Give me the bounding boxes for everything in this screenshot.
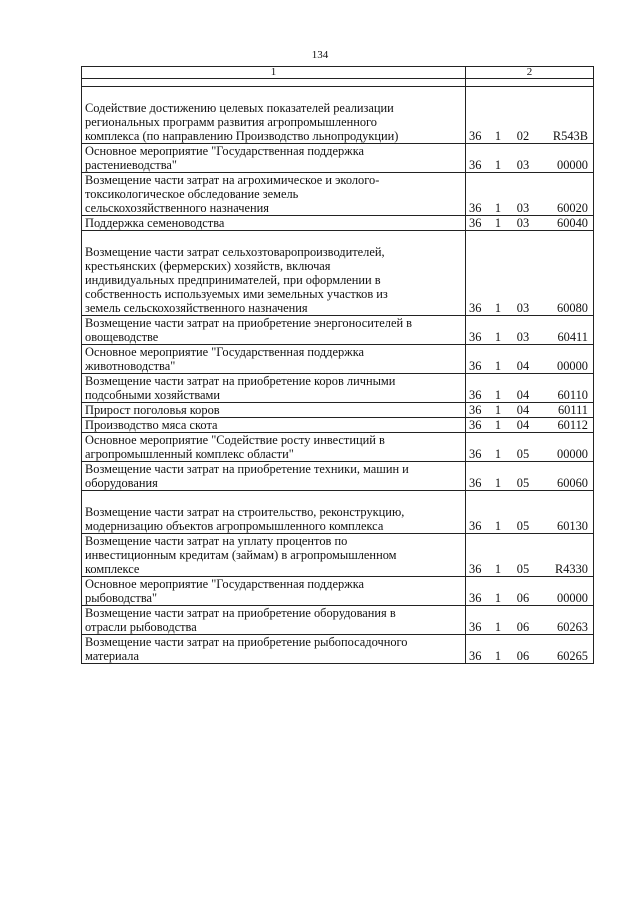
code-program: 36 — [469, 388, 482, 402]
code-measure: 03 — [516, 216, 530, 230]
code-direction: 60112 — [557, 418, 588, 432]
code-measure: 06 — [516, 649, 530, 663]
code-group — [469, 388, 590, 402]
code-direction: 60110 — [557, 388, 588, 402]
table-row — [82, 173, 594, 216]
row-code — [466, 231, 594, 316]
description-line: Основное мероприятие "Государственная поддержка — [85, 144, 365, 158]
row-description — [82, 403, 466, 418]
code-group — [469, 158, 590, 172]
column-header-1: 1 — [82, 67, 466, 79]
code-subprogram: 1 — [494, 301, 502, 315]
code-direction: 60411 — [557, 330, 588, 344]
table-header-row — [82, 67, 594, 79]
code-direction: 00000 — [557, 158, 588, 172]
code-direction: R543B — [552, 129, 588, 143]
code-program: 36 — [469, 519, 482, 533]
description-line: Возмещение части затрат на приобретение техники, машин и — [85, 462, 409, 476]
description-line: инвестиционным кредитам (займам) в агропромышленном — [85, 548, 397, 562]
code-subprogram: 1 — [494, 388, 502, 402]
row-code — [466, 345, 594, 374]
description-line — [85, 87, 462, 101]
description-line — [85, 491, 462, 505]
description-line: индивидуальных предпринимателей, при оформлении в — [85, 273, 381, 287]
row-description — [82, 606, 466, 635]
row-description — [82, 577, 466, 606]
code-direction: 60080 — [557, 301, 588, 315]
code-program: 36 — [469, 403, 482, 417]
row-description — [82, 418, 466, 433]
code-group — [469, 418, 590, 432]
code-subprogram: 1 — [494, 591, 502, 605]
table-row — [82, 87, 594, 144]
description-line: комплексе — [85, 562, 140, 576]
row-code — [466, 316, 594, 345]
code-direction: 60020 — [557, 201, 588, 215]
table-row — [82, 231, 594, 316]
row-description — [82, 345, 466, 374]
row-description — [82, 144, 466, 173]
table-row — [82, 491, 594, 534]
code-program: 36 — [469, 649, 482, 663]
code-subprogram: 1 — [494, 129, 502, 143]
code-measure: 02 — [516, 129, 530, 143]
code-program: 36 — [469, 301, 482, 315]
code-measure: 03 — [516, 158, 530, 172]
row-code — [466, 462, 594, 491]
row-description — [82, 231, 466, 316]
description-line: Возмещение части затрат на приобретение энергоносителей в — [85, 316, 413, 330]
code-group — [469, 447, 590, 461]
code-group — [469, 476, 590, 490]
code-program: 36 — [469, 476, 482, 490]
code-measure: 06 — [516, 620, 530, 634]
description-line: региональных программ развития агропромышленного — [85, 115, 377, 129]
code-subprogram: 1 — [494, 620, 502, 634]
code-measure: 05 — [516, 519, 530, 533]
code-group — [469, 201, 590, 215]
description-line: сельскохозяйственного назначения — [85, 201, 269, 215]
code-direction: 60263 — [557, 620, 588, 634]
code-subprogram: 1 — [494, 649, 502, 663]
code-program: 36 — [469, 359, 482, 373]
code-program: 36 — [469, 591, 482, 605]
code-group — [469, 562, 590, 576]
code-program: 36 — [469, 201, 482, 215]
table-row — [82, 577, 594, 606]
row-code — [466, 491, 594, 534]
description-line: Возмещение части затрат сельхозтоваропроизводителей, — [85, 245, 385, 259]
row-code — [466, 374, 594, 403]
row-description — [82, 216, 466, 231]
code-group — [469, 620, 590, 634]
code-subprogram: 1 — [494, 476, 502, 490]
code-measure: 05 — [516, 476, 530, 490]
description-line: земель сельскохозяйственного назначения — [85, 301, 308, 315]
code-subprogram: 1 — [494, 562, 502, 576]
table-row — [82, 144, 594, 173]
row-description — [82, 87, 466, 144]
description-line: комплекса (по направлению Производство льнопродукции) — [85, 129, 399, 143]
row-code — [466, 606, 594, 635]
row-description — [82, 491, 466, 534]
code-subprogram: 1 — [494, 418, 502, 432]
code-measure: 05 — [516, 562, 530, 576]
code-direction: 60265 — [557, 649, 588, 663]
description-line: Прирост поголовья коров — [85, 403, 220, 417]
code-program: 36 — [469, 620, 482, 634]
table-row — [82, 534, 594, 577]
description-line: Производство мяса скота — [85, 418, 218, 432]
code-subprogram: 1 — [494, 158, 502, 172]
row-code — [466, 173, 594, 216]
code-measure: 04 — [516, 388, 530, 402]
row-code — [466, 87, 594, 144]
code-measure: 04 — [516, 403, 530, 417]
code-direction: 00000 — [557, 447, 588, 461]
code-direction: 00000 — [557, 591, 588, 605]
description-line: Возмещение части затрат на приобретение оборудования в — [85, 606, 396, 620]
row-description — [82, 635, 466, 664]
row-code — [466, 534, 594, 577]
code-subprogram: 1 — [494, 447, 502, 461]
table-row — [82, 374, 594, 403]
description-line: Основное мероприятие "Государственная поддержка — [85, 577, 365, 591]
code-program: 36 — [469, 129, 482, 143]
code-group — [469, 330, 590, 344]
table-row — [82, 433, 594, 462]
row-code — [466, 577, 594, 606]
code-program: 36 — [469, 158, 482, 172]
code-group — [469, 591, 590, 605]
table-row — [82, 418, 594, 433]
description-line: Основное мероприятие "Содействие росту инвестиций в — [85, 433, 385, 447]
code-subprogram: 1 — [494, 359, 502, 373]
description-line: оборудования — [85, 476, 158, 490]
table-row — [82, 462, 594, 491]
code-group — [469, 301, 590, 315]
code-measure: 05 — [516, 447, 530, 461]
description-line: отрасли рыбоводства — [85, 620, 197, 634]
code-group — [469, 519, 590, 533]
code-direction: R4330 — [554, 562, 588, 576]
code-subprogram: 1 — [494, 519, 502, 533]
row-code — [466, 144, 594, 173]
row-code — [466, 635, 594, 664]
row-description — [82, 462, 466, 491]
code-measure: 06 — [516, 591, 530, 605]
description-line: Содействие достижению целевых показателей реализации — [85, 101, 394, 115]
code-subprogram: 1 — [494, 330, 502, 344]
table-row — [82, 316, 594, 345]
budget-classification-table — [81, 66, 594, 664]
page-number: 134 — [311, 49, 329, 61]
code-group — [469, 649, 590, 663]
column-header-2: 2 — [466, 67, 594, 79]
description-line: подсобными хозяйствами — [85, 388, 221, 402]
table-row — [82, 345, 594, 374]
code-direction: 60111 — [557, 403, 588, 417]
row-description — [82, 433, 466, 462]
row-description — [82, 173, 466, 216]
code-measure: 03 — [516, 201, 530, 215]
row-code — [466, 216, 594, 231]
table-row — [82, 635, 594, 664]
description-line: модернизацию объектов агропромышленного комплекса — [85, 519, 384, 533]
row-description — [82, 374, 466, 403]
description-line: Возмещение части затрат на строительство, реконструкцию, — [85, 505, 405, 519]
code-program: 36 — [469, 418, 482, 432]
description-line: Возмещение части затрат на агрохимическое и эколого- — [85, 173, 380, 187]
code-direction: 60040 — [557, 216, 588, 230]
table-row — [82, 606, 594, 635]
code-program: 36 — [469, 562, 482, 576]
code-direction: 60060 — [557, 476, 588, 490]
table-row — [82, 216, 594, 231]
code-direction: 60130 — [557, 519, 588, 533]
code-subprogram: 1 — [494, 403, 502, 417]
code-subprogram: 1 — [494, 216, 502, 230]
row-code — [466, 418, 594, 433]
code-program: 36 — [469, 330, 482, 344]
code-measure: 03 — [516, 301, 530, 315]
code-measure: 04 — [516, 418, 530, 432]
description-line: Основное мероприятие "Государственная поддержка — [85, 345, 365, 359]
code-group — [469, 216, 590, 230]
code-group — [469, 359, 590, 373]
table-row — [82, 403, 594, 418]
row-code — [466, 403, 594, 418]
code-group — [469, 129, 590, 143]
code-subprogram: 1 — [494, 201, 502, 215]
description-line: Поддержка семеноводства — [85, 216, 225, 230]
table-body — [82, 87, 594, 664]
code-program: 36 — [469, 447, 482, 461]
description-line: токсикологическое обследование земель — [85, 187, 299, 201]
code-program: 36 — [469, 216, 482, 230]
description-line: растениеводства" — [85, 158, 177, 172]
row-description — [82, 316, 466, 345]
description-line: Возмещение части затрат на приобретение коров личными — [85, 374, 396, 388]
description-line: собственность используемых ими земельных участков из — [85, 287, 388, 301]
description-line: агропромышленный комплекс области" — [85, 447, 294, 461]
description-line: Возмещение части затрат на уплату процентов по — [85, 534, 348, 548]
row-description — [82, 534, 466, 577]
code-measure: 04 — [516, 359, 530, 373]
row-code — [466, 433, 594, 462]
code-measure: 03 — [516, 330, 530, 344]
description-line: крестьянских (фермерских) хозяйств, включая — [85, 259, 331, 273]
description-line: материала — [85, 649, 139, 663]
description-line: овощеводстве — [85, 330, 159, 344]
header-gap-row — [82, 79, 594, 87]
description-line — [85, 231, 462, 245]
description-line: рыбоводства" — [85, 591, 158, 605]
code-group — [469, 403, 590, 417]
description-line: животноводства" — [85, 359, 176, 373]
description-line: Возмещение части затрат на приобретение рыбопосадочного — [85, 635, 408, 649]
code-direction: 00000 — [557, 359, 588, 373]
